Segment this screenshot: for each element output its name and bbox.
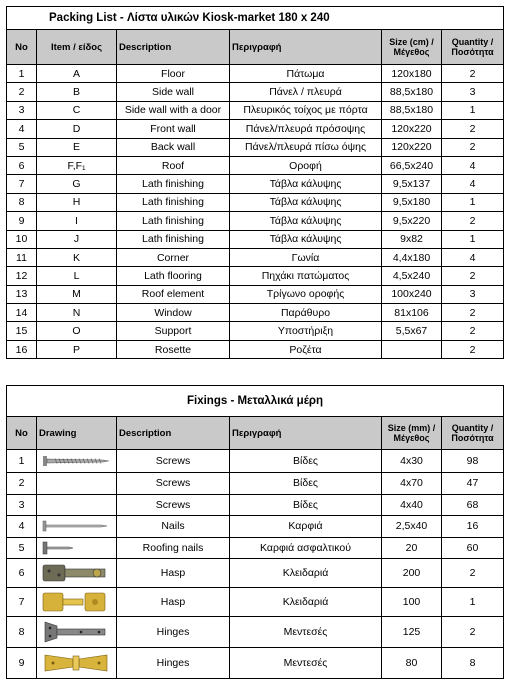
row-item: J bbox=[37, 230, 117, 248]
brass-hinge-icon bbox=[37, 651, 116, 675]
row-size: 200 bbox=[382, 559, 442, 588]
row-drawing bbox=[37, 588, 117, 617]
col-no-header: No bbox=[7, 417, 37, 450]
row-item: E bbox=[37, 138, 117, 156]
row-quantity: 4 bbox=[442, 175, 504, 193]
row-item: D bbox=[37, 120, 117, 138]
col-no-header: No bbox=[7, 30, 37, 65]
row-size: 2,5x40 bbox=[382, 516, 442, 538]
row-size: 120x180 bbox=[382, 65, 442, 83]
col-quantity-header: Quantity / Ποσότητα bbox=[442, 30, 504, 65]
row-size: 4x40 bbox=[382, 494, 442, 516]
col-size-header: Size (cm) / Μέγεθος bbox=[382, 30, 442, 65]
row-no: 2 bbox=[7, 473, 37, 495]
row-size: 9,5x180 bbox=[382, 193, 442, 211]
row-drawing bbox=[37, 559, 117, 588]
row-description: Nails bbox=[117, 516, 230, 538]
row-item: O bbox=[37, 322, 117, 340]
row-no: 12 bbox=[7, 267, 37, 285]
row-size: 80 bbox=[382, 648, 442, 679]
row-size: 4x30 bbox=[382, 450, 442, 473]
row-no: 5 bbox=[7, 537, 37, 559]
row-size: 100x240 bbox=[382, 285, 442, 303]
fixings-table bbox=[6, 385, 504, 679]
row-perigrafi: Παράθυρο bbox=[230, 304, 382, 322]
row-quantity: 60 bbox=[442, 537, 504, 559]
row-size: 88,5x180 bbox=[382, 101, 442, 119]
row-no: 11 bbox=[7, 248, 37, 266]
row-perigrafi: Πλευρικός τοίχος με πόρτα bbox=[230, 101, 382, 119]
row-quantity: 4 bbox=[442, 248, 504, 266]
row-perigrafi: Τάβλα κάλυψης bbox=[230, 212, 382, 230]
row-description: Hasp bbox=[117, 588, 230, 617]
row-perigrafi: Γωνία bbox=[230, 248, 382, 266]
row-quantity: 2 bbox=[442, 340, 504, 358]
row-no: 8 bbox=[7, 193, 37, 211]
col-item-header: Item / είδος bbox=[37, 30, 117, 65]
row-perigrafi: Ροζέτα bbox=[230, 340, 382, 358]
row-description: Front wall bbox=[117, 120, 230, 138]
row-description: Floor bbox=[117, 65, 230, 83]
row-description: Corner bbox=[117, 248, 230, 266]
row-item: H bbox=[37, 193, 117, 211]
row-quantity: 2 bbox=[442, 559, 504, 588]
row-drawing bbox=[37, 617, 117, 648]
row-quantity: 47 bbox=[442, 473, 504, 495]
row-no: 5 bbox=[7, 138, 37, 156]
row-size: 66,5x240 bbox=[382, 156, 442, 174]
row-drawing bbox=[37, 473, 117, 495]
table-row bbox=[7, 65, 504, 83]
row-description: Screws bbox=[117, 473, 230, 495]
row-description: Lath finishing bbox=[117, 193, 230, 211]
row-drawing bbox=[37, 516, 117, 538]
packing-list-title: Packing List - Λίστα υλικών Kiosk-market 180 x 240 bbox=[7, 7, 504, 30]
table-row bbox=[7, 648, 504, 679]
row-quantity: 1 bbox=[442, 588, 504, 617]
row-perigrafi: Πάτωμα bbox=[230, 65, 382, 83]
row-quantity: 4 bbox=[442, 156, 504, 174]
row-quantity: 3 bbox=[442, 83, 504, 101]
row-description: Hinges bbox=[117, 648, 230, 679]
row-description: Lath finishing bbox=[117, 175, 230, 193]
table-row bbox=[7, 175, 504, 193]
table-row bbox=[7, 230, 504, 248]
row-item: C bbox=[37, 101, 117, 119]
screw-icon bbox=[37, 450, 116, 472]
col-drawing-header: Drawing bbox=[37, 417, 117, 450]
row-perigrafi: Βίδες bbox=[230, 473, 382, 495]
row-no: 6 bbox=[7, 156, 37, 174]
row-perigrafi: Μεντεσές bbox=[230, 617, 382, 648]
hasp-icon bbox=[37, 561, 116, 585]
row-no: 3 bbox=[7, 494, 37, 516]
row-quantity: 2 bbox=[442, 65, 504, 83]
row-perigrafi: Μεντεσές bbox=[230, 648, 382, 679]
row-perigrafi: Πάνελ / πλευρά bbox=[230, 83, 382, 101]
row-quantity: 1 bbox=[442, 230, 504, 248]
row-drawing bbox=[37, 450, 117, 473]
row-no: 4 bbox=[7, 516, 37, 538]
row-item: N bbox=[37, 304, 117, 322]
table-row bbox=[7, 156, 504, 174]
table-row bbox=[7, 304, 504, 322]
row-perigrafi: Κλειδαριά bbox=[230, 588, 382, 617]
table-row bbox=[7, 101, 504, 119]
table-row bbox=[7, 138, 504, 156]
row-size: 81x106 bbox=[382, 304, 442, 322]
table-row bbox=[7, 516, 504, 538]
row-perigrafi: Πάνελ/πλευρά πρόσοψης bbox=[230, 120, 382, 138]
fixings-title: Fixings - Μεταλλικά μέρη bbox=[7, 386, 504, 417]
table-row bbox=[7, 248, 504, 266]
table-row bbox=[7, 120, 504, 138]
row-drawing bbox=[37, 494, 117, 516]
row-size: 4x70 bbox=[382, 473, 442, 495]
row-no: 8 bbox=[7, 617, 37, 648]
row-item: K bbox=[37, 248, 117, 266]
row-perigrafi: Υποστήριξη bbox=[230, 322, 382, 340]
row-description: Roofing nails bbox=[117, 537, 230, 559]
table-row bbox=[7, 450, 504, 473]
row-perigrafi: Καρφιά ασφαλτικού bbox=[230, 537, 382, 559]
table-row bbox=[7, 340, 504, 358]
table-row bbox=[7, 494, 504, 516]
row-description: Lath finishing bbox=[117, 212, 230, 230]
row-no: 9 bbox=[7, 212, 37, 230]
row-quantity: 2 bbox=[442, 212, 504, 230]
row-description: Window bbox=[117, 304, 230, 322]
row-description: Lath flooring bbox=[117, 267, 230, 285]
row-quantity: 2 bbox=[442, 267, 504, 285]
row-perigrafi: Καρφιά bbox=[230, 516, 382, 538]
row-description: Support bbox=[117, 322, 230, 340]
brass-hasp-icon bbox=[37, 590, 116, 614]
row-size: 4,5x240 bbox=[382, 267, 442, 285]
row-item: A bbox=[37, 65, 117, 83]
row-quantity: 1 bbox=[442, 193, 504, 211]
row-no: 15 bbox=[7, 322, 37, 340]
row-size: 20 bbox=[382, 537, 442, 559]
row-size: 5,5x67 bbox=[382, 322, 442, 340]
row-description: Hinges bbox=[117, 617, 230, 648]
row-no: 7 bbox=[7, 175, 37, 193]
table-row bbox=[7, 473, 504, 495]
row-description: Lath finishing bbox=[117, 230, 230, 248]
row-size: 9,5x137 bbox=[382, 175, 442, 193]
row-description: Screws bbox=[117, 494, 230, 516]
row-no: 6 bbox=[7, 559, 37, 588]
table-row bbox=[7, 193, 504, 211]
col-size-header: Size (mm) / Μέγεθος bbox=[382, 417, 442, 450]
roofing-nail-icon bbox=[37, 540, 116, 556]
row-size: 9x82 bbox=[382, 230, 442, 248]
row-description: Side wall with a door bbox=[117, 101, 230, 119]
row-quantity: 68 bbox=[442, 494, 504, 516]
t-hinge-icon bbox=[37, 620, 116, 644]
row-no: 9 bbox=[7, 648, 37, 679]
col-perigrafi-header: Περιγραφή bbox=[230, 417, 382, 450]
row-perigrafi: Βίδες bbox=[230, 494, 382, 516]
row-item: L bbox=[37, 267, 117, 285]
row-quantity: 2 bbox=[442, 304, 504, 322]
row-no: 16 bbox=[7, 340, 37, 358]
row-description: Roof element bbox=[117, 285, 230, 303]
row-no: 14 bbox=[7, 304, 37, 322]
row-quantity: 2 bbox=[442, 120, 504, 138]
row-perigrafi: Τρίγωνο οροφής bbox=[230, 285, 382, 303]
row-size: 125 bbox=[382, 617, 442, 648]
row-no: 3 bbox=[7, 101, 37, 119]
col-perigrafi-header: Περιγραφή bbox=[230, 30, 382, 65]
row-size: 120x220 bbox=[382, 120, 442, 138]
col-description-header: Description bbox=[117, 30, 230, 65]
row-no: 2 bbox=[7, 83, 37, 101]
table-row bbox=[7, 322, 504, 340]
row-no: 7 bbox=[7, 588, 37, 617]
row-perigrafi: Τάβλα κάλυψης bbox=[230, 193, 382, 211]
row-size: 4,4x180 bbox=[382, 248, 442, 266]
row-quantity: 2 bbox=[442, 138, 504, 156]
row-quantity: 2 bbox=[442, 322, 504, 340]
row-no: 1 bbox=[7, 450, 37, 473]
table-row bbox=[7, 588, 504, 617]
row-size: 120x220 bbox=[382, 138, 442, 156]
row-drawing bbox=[37, 648, 117, 679]
row-perigrafi: Κλειδαριά bbox=[230, 559, 382, 588]
row-perigrafi: Βίδες bbox=[230, 450, 382, 473]
col-quantity-header: Quantity / Ποσότητα bbox=[442, 417, 504, 450]
nail-icon bbox=[37, 518, 116, 534]
row-size: 100 bbox=[382, 588, 442, 617]
table-row bbox=[7, 83, 504, 101]
row-description: Hasp bbox=[117, 559, 230, 588]
table-row bbox=[7, 267, 504, 285]
row-quantity: 1 bbox=[442, 101, 504, 119]
row-description: Side wall bbox=[117, 83, 230, 101]
row-size: 88,5x180 bbox=[382, 83, 442, 101]
row-perigrafi: Τάβλα κάλυψης bbox=[230, 175, 382, 193]
table-row bbox=[7, 212, 504, 230]
row-item: B bbox=[37, 83, 117, 101]
row-drawing bbox=[37, 537, 117, 559]
row-item: I bbox=[37, 212, 117, 230]
row-quantity: 98 bbox=[442, 450, 504, 473]
row-description: Roof bbox=[117, 156, 230, 174]
row-perigrafi: Τάβλα κάλυψης bbox=[230, 230, 382, 248]
row-quantity: 2 bbox=[442, 617, 504, 648]
row-no: 1 bbox=[7, 65, 37, 83]
row-size bbox=[382, 340, 442, 358]
row-item: P bbox=[37, 340, 117, 358]
table-row bbox=[7, 617, 504, 648]
row-description: Back wall bbox=[117, 138, 230, 156]
row-no: 13 bbox=[7, 285, 37, 303]
row-quantity: 8 bbox=[442, 648, 504, 679]
row-perigrafi: Οροφή bbox=[230, 156, 382, 174]
row-description: Rosette bbox=[117, 340, 230, 358]
row-no: 4 bbox=[7, 120, 37, 138]
packing-list-table bbox=[6, 6, 504, 359]
row-perigrafi: Πηχάκι πατώματος bbox=[230, 267, 382, 285]
row-description: Screws bbox=[117, 450, 230, 473]
row-size: 9,5x220 bbox=[382, 212, 442, 230]
row-quantity: 3 bbox=[442, 285, 504, 303]
col-description-header: Description bbox=[117, 417, 230, 450]
row-quantity: 16 bbox=[442, 516, 504, 538]
table-row bbox=[7, 559, 504, 588]
row-no: 10 bbox=[7, 230, 37, 248]
row-item: M bbox=[37, 285, 117, 303]
row-perigrafi: Πάνελ/πλευρά πίσω όψης bbox=[230, 138, 382, 156]
table-row bbox=[7, 285, 504, 303]
row-item: F,F₁ bbox=[37, 156, 117, 174]
table-row bbox=[7, 537, 504, 559]
row-item: G bbox=[37, 175, 117, 193]
